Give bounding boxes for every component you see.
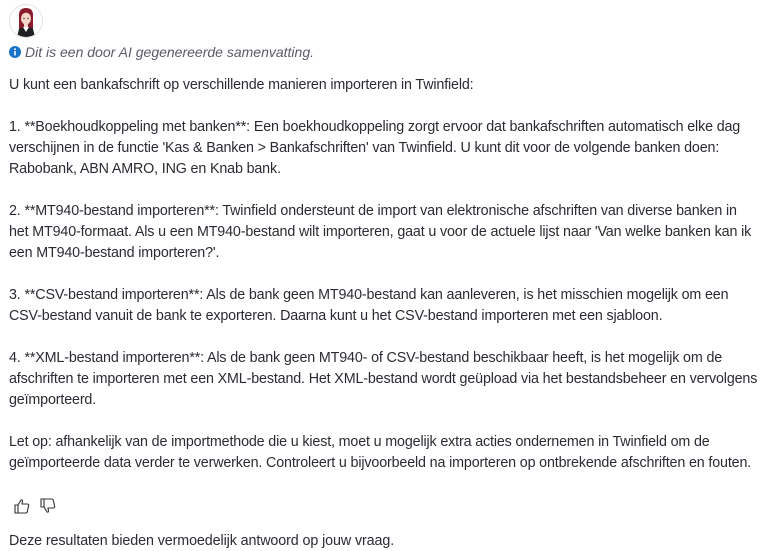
answer-item-3: 3. **CSV-bestand importeren**: Als de bank geen MT940-bestand kan aanleveren, is het misschien mogelijk om een CSV-bestand vanuit de bank te exporteren. Daarna kunt u het CSV-bestand importeren met een sjabloon.	[9, 287, 729, 324]
answer-note: Let op: afhankelijk van de importmethode die u kiest, moet u mogelijk extra acties ondernemen in Twinfield om de geïmporteerde data verder te verwerken. Controleert u bijvoorbeeld na importeren op ontbrekende afschriften en fouten.	[9, 434, 752, 471]
assistant-avatar	[9, 4, 43, 38]
info-icon	[9, 46, 21, 58]
disclaimer-text: Dit is een door AI gegenereerde samenvatting.	[25, 44, 314, 60]
female-assistant-avatar-icon	[10, 5, 42, 37]
thumbs-up-icon	[13, 497, 31, 515]
answer-item-4: 4. **XML-bestand importeren**: Als de bank geen MT940- of CSV-bestand beschikbaar heeft, is het mogelijk om de afschriften te importeren met een XML-bestand. Het XML-bestand wordt geüpload via het bestandsbeheer en vervolgens geïmporteerd.	[9, 350, 758, 408]
thumbs-down-button[interactable]	[39, 497, 57, 515]
ai-disclaimer	[9, 43, 314, 61]
answer-intro: U kunt een bankafschrift op verschillende manieren importeren in Twinfield:	[9, 77, 474, 93]
ai-answer	[9, 75, 759, 474]
thumbs-down-icon	[39, 497, 57, 515]
answer-item-1: 1. **Boekhoudkoppeling met banken**: Een boekhoudkoppeling zorgt ervoor dat bankafschriften automatisch elke dag verschijnen in de functie 'Kas & Banken > Bankafschriften' van Twinfield. U kunt dit voor de volgende banken doen: Rabobank, ABN AMRO, ING en Knab bank.	[9, 119, 741, 177]
result-note: Deze resultaten bieden vermoedelijk antwoord op jouw vraag.	[9, 533, 395, 549]
feedback-buttons	[13, 497, 57, 515]
answer-item-2: 2. **MT940-bestand importeren**: Twinfield ondersteunt de import van elektronische afschriften van diverse banken in het MT940-formaat. Als u een MT940-bestand wilt importeren, gaat u voor de actuele lijst naar 'Van welke banken kan ik een MT940-bestand importeren?'.	[9, 203, 752, 261]
thumbs-up-button[interactable]	[13, 497, 31, 515]
